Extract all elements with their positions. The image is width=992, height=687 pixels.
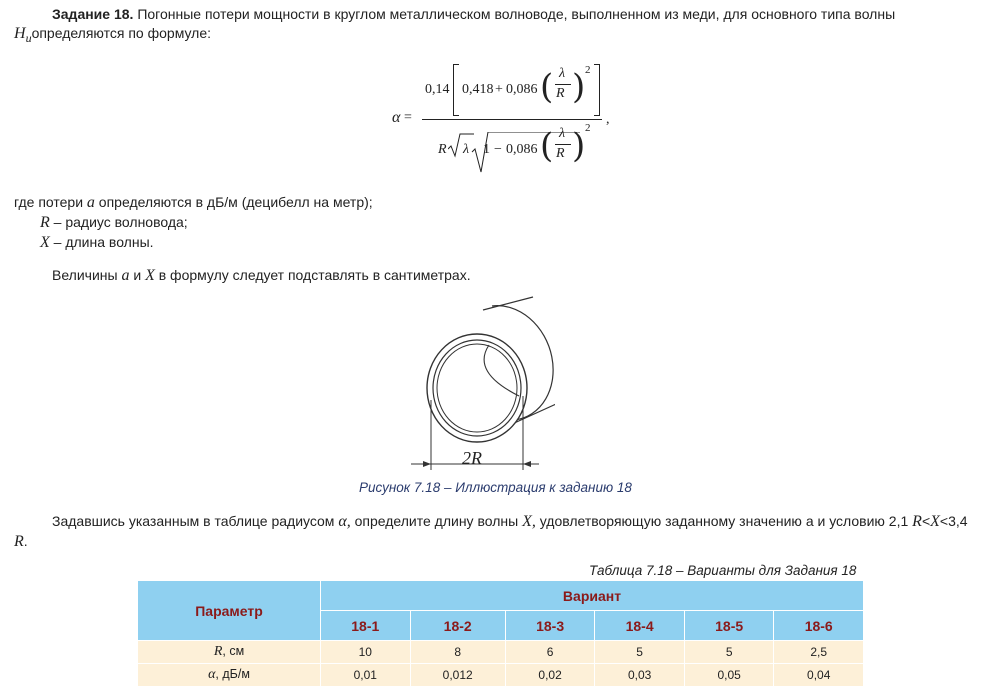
table-cell: 0,04 — [774, 664, 864, 687]
den-paren-right: ) — [572, 126, 586, 166]
intro-text-2: определяются по формуле: — [31, 25, 212, 41]
defs-text-pre: где потери — [14, 194, 87, 210]
table-cell: 0,03 — [595, 664, 685, 687]
defs-text-post: определяются в дБ/м (децибелл на метр); — [94, 194, 373, 210]
numerator-k: 0,086 — [506, 82, 538, 97]
units-note — [52, 267, 471, 285]
task-lt2: <3,4 — [939, 513, 968, 529]
table-cell: 0,012 — [410, 664, 505, 687]
mode-subscript: u — [25, 30, 32, 45]
task-dot: . — [23, 533, 28, 549]
variant-header: Вариант — [321, 581, 864, 611]
formula-comma: , — [606, 112, 610, 127]
den-minus: − — [494, 142, 502, 157]
loss-formula — [380, 58, 620, 178]
task-pre: Задавшись указанным в таблице радиусом — [52, 513, 339, 529]
task-line-1 — [52, 513, 968, 531]
den-k: 0,086 — [506, 142, 538, 157]
den-one: 1 — [483, 142, 490, 157]
variants-table — [137, 580, 864, 687]
defs-line-X — [40, 234, 154, 252]
mode-symbol: H — [14, 25, 26, 42]
defs-R-symbol: R — [40, 214, 50, 231]
figure-caption: Рисунок 7.18 – Иллюстрация к заданию 18 — [359, 480, 632, 495]
table-cell: 5 — [684, 641, 774, 664]
table-cell: 5 — [595, 641, 685, 664]
defs-alpha: a — [86, 194, 95, 211]
task-title: Задание 18. — [52, 6, 134, 22]
variant-col-3: 18-3 — [505, 611, 595, 641]
variant-col-4: 18-4 — [595, 611, 685, 641]
main-fraction-bar — [422, 119, 602, 120]
table-cell: 0,02 — [505, 664, 595, 687]
table-row — [138, 641, 864, 664]
num-R: R — [556, 86, 565, 101]
task-line-2 — [14, 533, 28, 551]
row-header-alpha — [138, 664, 321, 687]
num-lambda: λ — [559, 66, 566, 81]
right-bracket — [594, 64, 600, 116]
waveguide-illustration — [405, 292, 555, 474]
numerator-coef: 0,14 — [425, 82, 450, 97]
table-caption: Таблица 7.18 – Варианты для Задания 18 — [589, 563, 857, 578]
intro-line-1 — [52, 6, 895, 22]
defs-X-symbol: X — [40, 234, 50, 251]
table-cell: 0,01 — [321, 664, 411, 687]
variant-col-1: 18-1 — [321, 611, 411, 641]
num-power: 2 — [585, 64, 591, 76]
num-inner-fraction-bar — [555, 84, 571, 85]
table-row — [138, 664, 864, 687]
task-R1: R — [912, 513, 922, 530]
table-cell: 0,05 — [684, 664, 774, 687]
task-post: удовлетворяющую заданному значению а и условию 2,1 — [535, 513, 913, 529]
formula-alpha: α — [392, 109, 401, 126]
den-inner-lambda: λ — [559, 126, 566, 141]
den-power: 2 — [585, 122, 591, 134]
param-header: Параметр — [138, 581, 321, 641]
defs-R-text: – радиус волновода; — [49, 214, 188, 230]
units-post: в формулу следует подставлять в сантиметрах. — [154, 267, 471, 283]
num-paren-right: ) — [572, 67, 586, 107]
task-R2: R — [14, 533, 24, 550]
task-X2: X — [930, 513, 940, 530]
den-R: R — [438, 142, 447, 157]
task-mid: определите длину волны — [350, 513, 523, 529]
variant-col-2: 18-2 — [410, 611, 505, 641]
den-inner-R: R — [556, 146, 565, 161]
row-alpha-unit: , дБ/м — [215, 667, 250, 681]
den-inner-fraction-bar — [555, 144, 571, 145]
numerator-plus: + — [495, 82, 503, 97]
table-cell: 2,5 — [774, 641, 864, 664]
intro-line-2 — [14, 25, 211, 46]
formula-equals: = — [404, 110, 412, 125]
table-cell: 8 — [410, 641, 505, 664]
table-cell: 10 — [321, 641, 411, 664]
task-alpha: α, — [338, 513, 351, 530]
units-pre: Величины — [52, 267, 122, 283]
dimension-label-2R: 2R — [462, 448, 482, 468]
row-R-symbol: R — [213, 644, 223, 659]
left-bracket — [453, 64, 459, 116]
units-a: a — [121, 267, 130, 284]
num-paren-left: ( — [540, 67, 554, 107]
row-header-R — [138, 641, 321, 664]
intro-text-1: Погонные потери мощности в круглом металлическом волноводе, выполненном из меди, для основного типа волны — [133, 6, 896, 22]
row-alpha-symbol: α — [208, 667, 216, 682]
defs-line-1 — [14, 194, 373, 212]
variant-col-6: 18-6 — [774, 611, 864, 641]
numerator-const: 0,418 — [462, 82, 494, 97]
defs-X-text: – длина волны. — [49, 234, 154, 250]
den-lambda: λ — [463, 142, 470, 157]
task-X: X, — [522, 513, 536, 530]
units-mid: и — [129, 267, 146, 283]
task-lt1: < — [921, 513, 931, 529]
variant-col-5: 18-5 — [684, 611, 774, 641]
units-X: X — [145, 267, 155, 284]
row-R-unit: , см — [222, 644, 245, 658]
den-paren-left: ( — [540, 126, 554, 166]
table-cell: 6 — [505, 641, 595, 664]
defs-line-R — [40, 214, 188, 232]
